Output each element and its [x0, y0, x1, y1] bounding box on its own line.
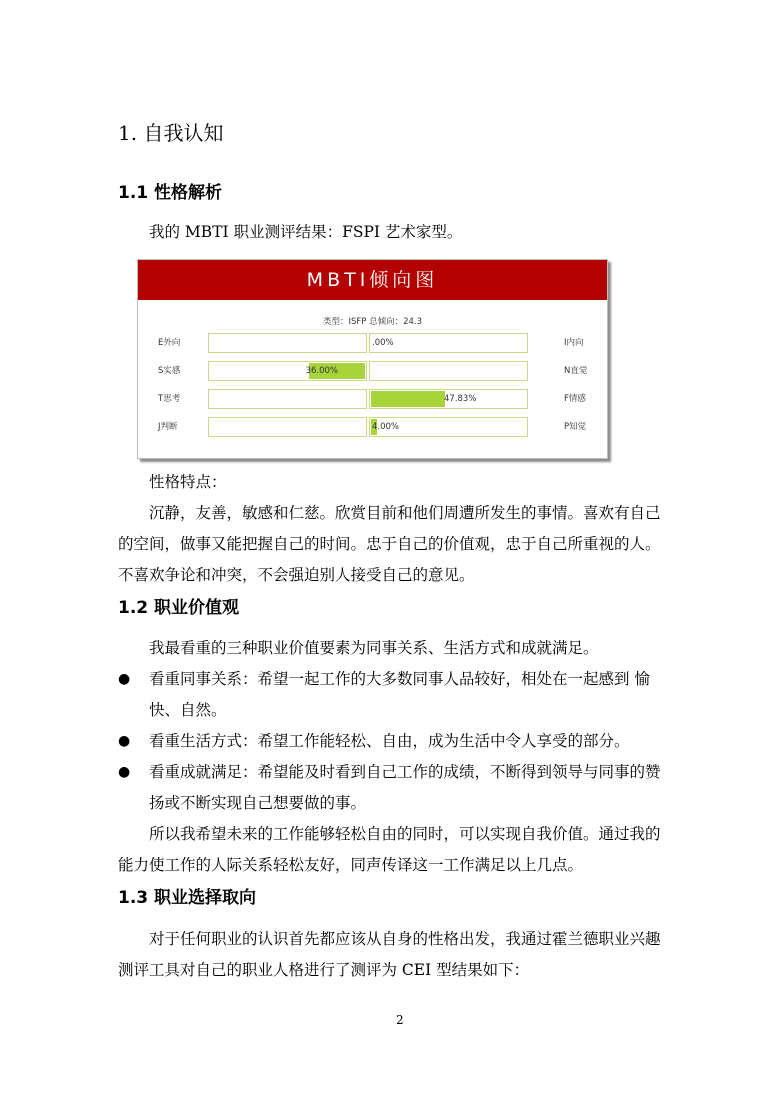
section-1-1-title: 1.1 性格解析 — [118, 183, 223, 203]
traits-line: 沉静，友善，敏感和仁慈。欣赏目前和他们周遭所发生的事情。喜欢有自己 — [149, 504, 661, 522]
heading-1: 1. 自我认知 — [118, 121, 224, 145]
bullet-line: 快、自然。 — [149, 701, 227, 719]
page-number: 2 — [396, 1013, 404, 1027]
mbti-right-box — [369, 389, 528, 409]
mbti-chart-title: MBTI倾向图 — [138, 260, 607, 300]
mbti-row — [138, 333, 607, 353]
mbti-value: 47.83% — [444, 394, 477, 404]
bullet-line: 看重同事关系：希望一起工作的大多数同事人品较好，相处在一起感到 愉 — [149, 670, 650, 688]
mbti-bar — [371, 391, 445, 407]
mbti-row — [138, 389, 607, 409]
mbti-left-box — [208, 361, 367, 381]
mbti-right-label: F情感 — [564, 394, 586, 404]
mbti-right-box — [369, 417, 528, 437]
mbti-left-box — [208, 417, 367, 437]
career-line: 对于任何职业的认识首先都应该从自身的性格出发，我通过霍兰德职业兴趣 — [149, 930, 661, 948]
section-1-2-title: 1.2 职业价值观 — [118, 598, 240, 618]
mbti-result-text: 我的 MBTI 职业测评结果：FSPI 艺术家型。 — [149, 223, 463, 241]
mbti-chart — [137, 259, 608, 459]
career-line: 测评工具对自己的职业人格进行了测评为 CEI 型结果如下： — [118, 961, 530, 979]
bullet-icon: ● — [118, 671, 131, 687]
mbti-left-label: S实感 — [158, 366, 181, 376]
mbti-right-label: P知觉 — [564, 422, 587, 432]
mbti-left-label: E外向 — [158, 338, 181, 348]
bullet-icon: ● — [118, 764, 131, 780]
bullet-icon: ● — [118, 733, 131, 749]
mbti-chart-subtitle: 类型：ISFP 总倾向：24.3 — [322, 317, 423, 327]
mbti-right-box — [369, 333, 528, 353]
conclusion-line: 能力使工作的人际关系轻松友好，同声传译这一工作满足以上几点。 — [118, 856, 584, 874]
mbti-value: 36.00% — [305, 366, 338, 376]
section-1-3-title: 1.3 职业选择取向 — [118, 888, 257, 908]
values-intro: 我最看重的三种职业价值要素为同事关系、生活方式和成就满足。 — [149, 639, 599, 657]
traits-line: 不喜欢争论和冲突，不会强迫别人接受自己的意见。 — [118, 566, 475, 584]
mbti-left-label: J判断 — [158, 422, 178, 432]
mbti-right-box — [369, 361, 528, 381]
mbti-right-label: N直觉 — [564, 366, 588, 376]
traits-label: 性格特点： — [149, 473, 227, 491]
bullet-line: 看重生活方式：希望工作能轻松、自由，成为生活中令人享受的部分。 — [149, 732, 630, 750]
traits-line: 的空间，做事又能把握自己的时间。忠于自己的价值观，忠于自己所重视的人。 — [118, 535, 661, 553]
mbti-value: .00% — [372, 338, 394, 348]
mbti-left-box — [208, 389, 367, 409]
bullet-line: 扬或不断实现自己想要做的事。 — [149, 794, 367, 812]
mbti-right-label: I内向 — [564, 338, 584, 348]
mbti-row — [138, 417, 607, 437]
mbti-left-label: T思考 — [158, 394, 181, 404]
mbti-row — [138, 361, 607, 381]
mbti-left-box — [208, 333, 367, 353]
bullet-line: 看重成就满足：希望能及时看到自己工作的成绩，不断得到领导与同事的赞 — [149, 763, 661, 781]
conclusion-line: 所以我希望未来的工作能够轻松自由的同时，可以实现自我价值。通过我的 — [149, 825, 661, 843]
mbti-value: 4.00% — [372, 422, 400, 432]
